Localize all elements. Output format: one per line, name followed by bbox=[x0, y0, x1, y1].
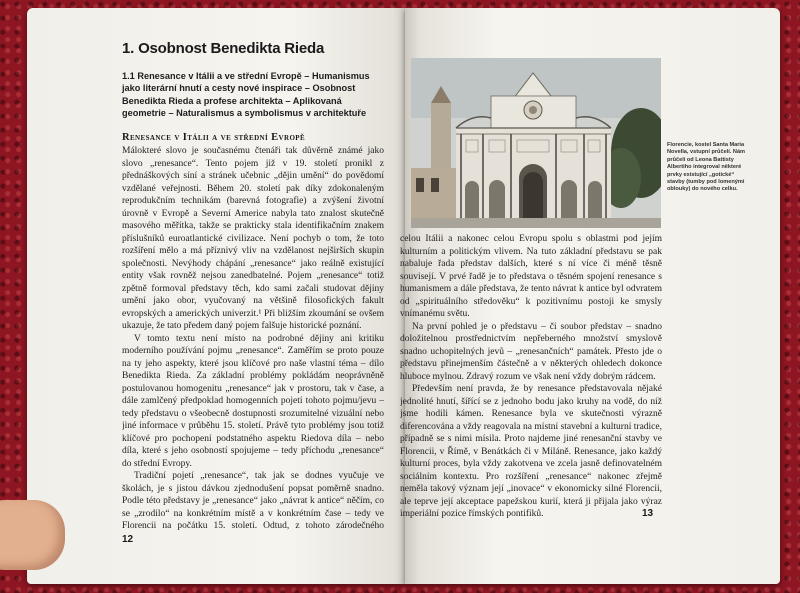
chapter-title: 1. Osobnost Benedikta Rieda bbox=[122, 40, 325, 57]
left-paragraph-1: Málokteré slovo je současnému čtenáři tak důvěrně známé jako slovo „renesance“. Tento pojem již v 19. století pronikl z přednáškových síní a stránek učebnic „dějin umění“ do povědomí vzdělané veřejnosti. Během 20. století pak díky zdokonaleným reprodukčním technikám (barevná fotografie) a zvýšení životní úrovně v Evropě a Severní Americe nabyla tato znalost skutečně masového měřítka, takže se prakticky stala identifikačním znakem příslušníků euroatlantické civilizace. Není pochyb o tom, že toto rozšíření mělo a má příznivý vliv na vzdělanost nejširších skupin společnosti. Nevýhody chápání „renesance“ jako reálně existující entity však rovněž nejsou zanedbatelné. Pojem „renesance“ totiž zpětně formoval představy těch, kdo sami začali studovat dějiny umění jako obor, vyučovaný na většině filosofických fakult evropských a amerických univerzit.¹ Při bližším zkoumání se ovšem ukazuje, že tato předem daný pojem falšuje historické poznání. bbox=[122, 146, 384, 331]
holding-thumb bbox=[0, 500, 65, 570]
right-paragraph-3: Především není pravda, že by renesance představovala nějaké jednolité hnutí, šířící se z jednoho bodu jako kruhy na vodě, do níž jsme hodili kámen. Renesance byla ve skutečnosti výrazně diferencována a vždy reagovala na místní stavební a kulturní tradice, případně se s nimi mísila. Proto najdeme jiné renesanční stavby ve Florencii, v Římě, v Benátkách či v Miláně. Renesance, jako každý kulturní proces, byla vždy zakotvena ve zcela jasně definovatelném sociálním kontextu. Pro rozšíření „renesance“ nakonec zřejmě neměla takový význam její „inovace“ v ekonomicky silné Florencii, ale teprve její akceptace papežskou kurií, která ji přijala jako výraz imperiální pozice římských pontifiků. bbox=[400, 384, 662, 519]
page-number-right: 13 bbox=[642, 508, 654, 519]
left-page bbox=[27, 8, 405, 584]
left-paragraph-2: V tomto textu není místo na podrobné dějiny ani kritiku moderního používání pojmu „renesance“. Zaměřím se proto pouze na ty jeho aspekty, které jsou klíčové pro naše vlastní téma – dílo Benedikta Rieda. Za základní problémy pokládám neoprávněně postulovanou homogenitu „renesance“ jak v prostoru, tak v čase, a dále zamlčený předpoklad homogenních pojetí tohoto pojmu/jevu – tedy představu o všeobecně dostupnosti srozumitelné vizuální nebo jiné informace v průběhu 15. století. Právě tyto problémy jsou totiž klíčové pro pochopení podstatného aspektu Riedova díla – nebo díla, které s jeho osobností spojujeme – tedy příchodu „renesance“ do střední Evropy. bbox=[122, 333, 384, 469]
left-body-text bbox=[122, 145, 384, 533]
church-facade-photo bbox=[411, 58, 661, 228]
left-paragraph-3: Tradiční pojetí „renesance“, tak jak se dodnes vyučuje ve školách, je s jistou dávkou zjednodušení popsat poměrně snadno. Podle této představy je „renesance“ jako „návrat k antice“ něčím, co se „zrodilo“ na konkrétním místě a v konkrétním čase – tedy ve Florencii na počátku 15. století. Odtud, z tohoto zárodečného bbox=[122, 471, 384, 531]
right-body-text bbox=[400, 233, 662, 523]
section-heading: Renesance v Itálii a ve střední Evropě bbox=[122, 132, 306, 143]
page-number-left: 12 bbox=[122, 534, 134, 545]
right-paragraph-1: celou Itálii a nakonec celou Evropu spolu s oblastmi pod jejím kulturním a politickým vlivem. Na tuto základní představu se pak nabaluje řada představ dalších, které s ní více či méně těsně souvisejí. V prvé řadě je to představa o těsném spojení renesance s humanismem a dále představa, že tento návrat k antice byl odvratem od „spirituálního středověku“ k pozitivnímu postoji ke smysly vnímanému světu. bbox=[400, 234, 662, 319]
section-subtitle: 1.1 Renesance v Itálii a ve střední Evropě – Humanismus jako literární hnutí a cesty nové inspirace – Osobnost Benedikta Rieda a profese architekta – Aplikovaná geometrie – Naturalismus a symbolismus v architektuře bbox=[122, 71, 370, 119]
figure-caption: Florencie, kostel Santa Maria Novella, vstupní průčelí. Nám průčelí od Leona Battisty Albertiho integroval některé prvky existující „gotické“ stavby (tumby pod lomenými oblouky) do nového celku. bbox=[667, 142, 746, 193]
right-paragraph-2: Na první pohled je o představu – či soubor představ – snadno doložitelnou prostřednictvím nepřeberného množství smyslově snadno uchopitelných jevů – „renesančních“ památek. Přesto jde o představu přinejmenším částečně a v některých ohledech dokonce hluboce mylnou. Zdravý rozum ve však není vždy dobrým rádcem. bbox=[400, 321, 662, 382]
